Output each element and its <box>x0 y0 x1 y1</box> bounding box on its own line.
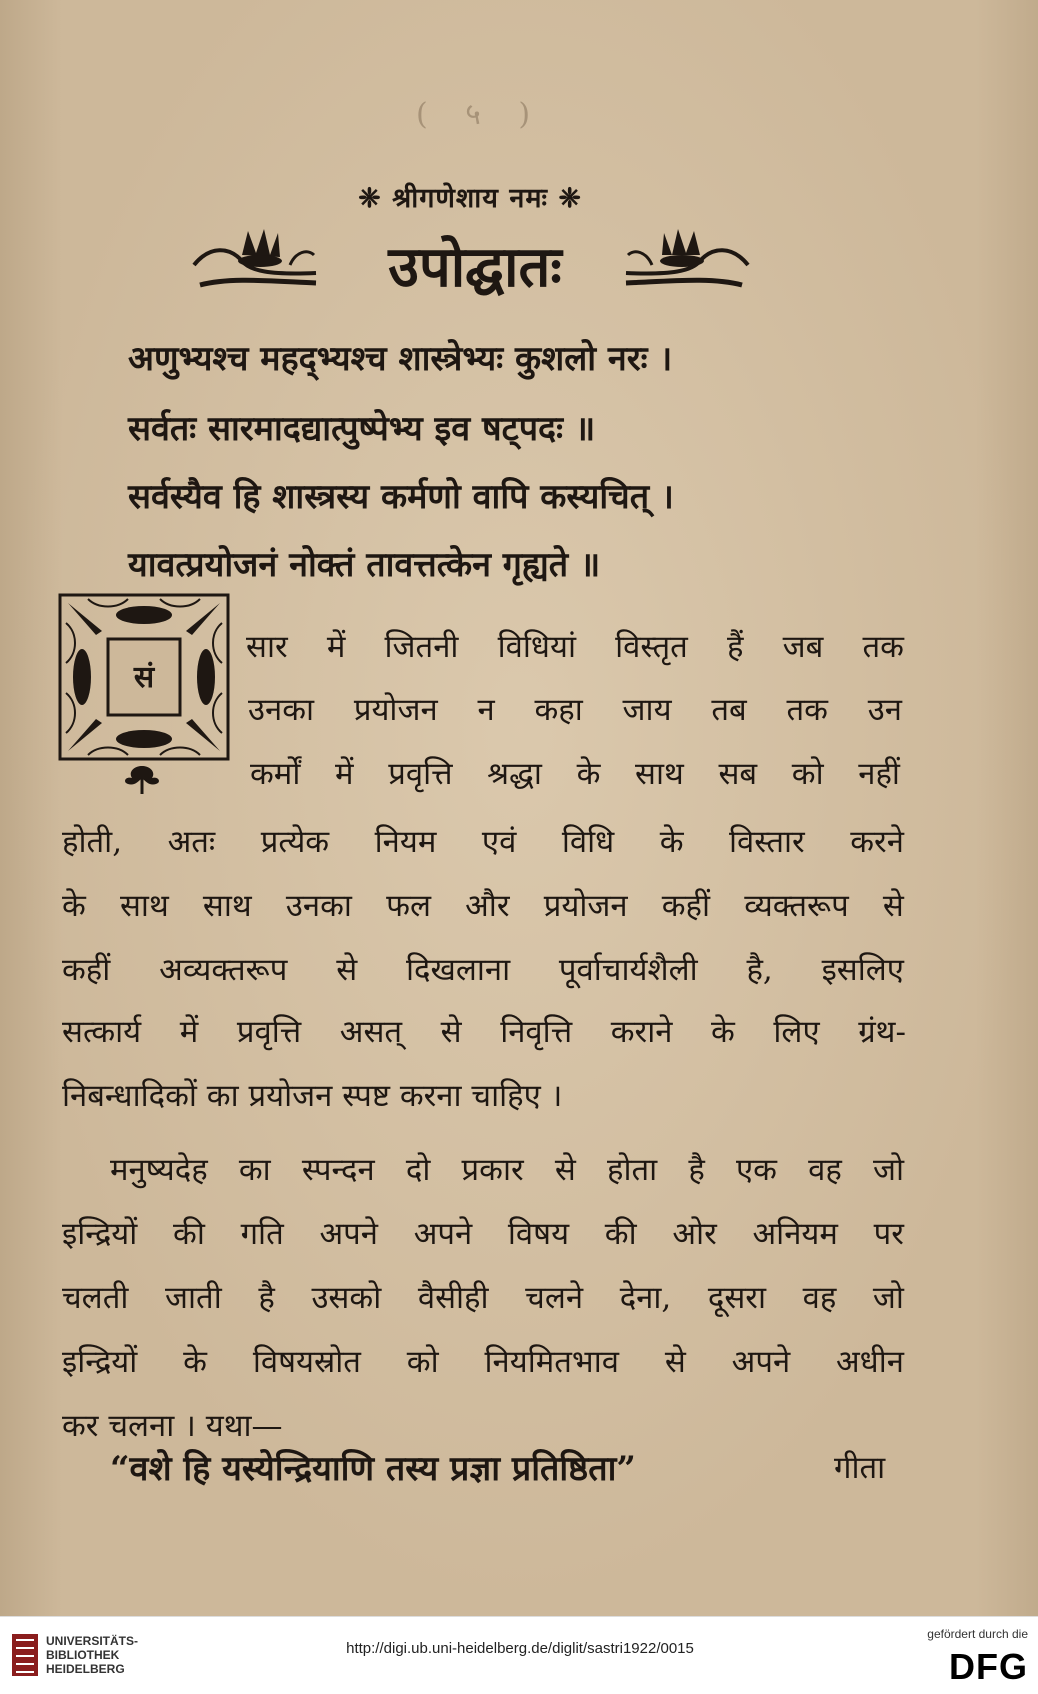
word: नियम <box>374 824 437 860</box>
library-name-line: HEIDELBERG <box>46 1662 125 1676</box>
word: साथ <box>202 888 252 924</box>
word: से <box>882 888 904 924</box>
word: के <box>62 888 86 924</box>
word: अपने <box>731 1344 791 1380</box>
word: चलने <box>525 1280 584 1316</box>
word: हैं <box>726 629 744 665</box>
paragraph-2-line-5: कर चलना । यथा— <box>62 1408 283 1444</box>
word: तक <box>862 629 904 665</box>
word: होती, <box>62 824 123 860</box>
word: चलती <box>62 1280 129 1316</box>
flourish-ornament-icon <box>120 762 164 798</box>
word: की <box>604 1216 637 1252</box>
word: है <box>688 1152 705 1188</box>
source-url-link[interactable]: http://digi.ub.uni-heidelberg.de/diglit/sastri1922/0015 <box>346 1640 694 1657</box>
word: में <box>179 1014 199 1050</box>
word: जितनी <box>384 629 459 665</box>
paragraph-1-line-2 <box>248 688 902 732</box>
word: प्रवृत्ति <box>388 756 453 792</box>
word: और <box>465 888 510 924</box>
word: से <box>554 1152 576 1188</box>
word: सब <box>718 756 758 792</box>
word: स्पन्दन <box>301 1152 375 1188</box>
word: से <box>664 1344 686 1380</box>
paragraph-1-line-3 <box>250 752 900 796</box>
word: उनका <box>248 692 315 728</box>
word: अपने <box>413 1216 473 1252</box>
word: अनियम <box>752 1216 838 1252</box>
library-seal-icon <box>10 1630 42 1680</box>
paragraph-2-line-1 <box>110 1148 904 1192</box>
word: इसलिए <box>821 952 904 988</box>
right-lotus-ornament-icon <box>622 225 752 297</box>
word: विस्तृत <box>615 629 688 665</box>
word: दिखलाना <box>405 952 511 988</box>
library-name <box>46 1634 138 1676</box>
word: से <box>336 952 358 988</box>
word: प्रयोजन <box>353 692 438 728</box>
word: जाती <box>165 1280 222 1316</box>
verse-line-3: सर्वस्यैव हि शास्त्रस्य कर्मणो वापि कस्यचित् । <box>128 477 674 517</box>
word: उन <box>867 692 902 728</box>
word: के <box>659 824 684 860</box>
word: के <box>711 1014 735 1050</box>
word: कर्मों <box>250 756 301 792</box>
word: श्रद्धा <box>487 756 542 792</box>
word: इन्द्रियों <box>62 1344 138 1380</box>
word: उसको <box>311 1280 382 1316</box>
word: दूसरा <box>707 1280 766 1316</box>
word: कहीं <box>62 952 111 988</box>
word: के <box>576 756 601 792</box>
paragraph-2-line-4 <box>62 1340 904 1384</box>
paragraph-1-line-5 <box>62 884 904 928</box>
word: निवृत्ति <box>500 1014 573 1050</box>
word: मनुष्यदेह <box>110 1152 208 1188</box>
verse-line-4: यावत्प्रयोजनं नोक्तं तावत्तत्केन गृह्यते ॥ <box>128 545 601 585</box>
word: ग्रंथ- <box>858 1014 906 1050</box>
word: से <box>440 1014 462 1050</box>
word: तक <box>786 692 828 728</box>
word: कहीं <box>661 888 711 924</box>
word: सार <box>246 629 288 665</box>
word: प्रत्येक <box>260 824 330 860</box>
word: प्रकार <box>461 1152 524 1188</box>
word: में <box>326 629 346 665</box>
word: होता <box>606 1152 658 1188</box>
library-name-line: BIBLIOTHEK <box>46 1648 120 1662</box>
word: वैसीही <box>417 1280 489 1316</box>
word: की <box>173 1216 205 1252</box>
word: फल <box>386 888 431 924</box>
word: जो <box>872 1280 904 1316</box>
word: इन्द्रियों <box>62 1216 138 1252</box>
word: अधीन <box>836 1344 904 1380</box>
word: विषय <box>507 1216 570 1252</box>
word: तब <box>711 692 747 728</box>
page-number: ( ५ ) <box>415 97 545 132</box>
word: एवं <box>481 824 517 860</box>
word: न <box>477 692 495 728</box>
word: विधियां <box>497 629 576 665</box>
word: विस्तार <box>729 824 805 860</box>
word: करने <box>850 824 904 860</box>
word: नियमितभाव <box>484 1344 619 1380</box>
quote-source: गीता <box>834 1450 886 1486</box>
word: जाय <box>622 692 672 728</box>
word: उनका <box>285 888 352 924</box>
word: वह <box>802 1280 837 1316</box>
word: लिए <box>773 1014 820 1050</box>
word: कहा <box>534 692 583 728</box>
funder-label: gefördert durch die <box>927 1627 1028 1641</box>
paragraph-2-line-2 <box>62 1212 904 1256</box>
page-title: उपोद्घातः <box>388 234 562 300</box>
paragraph-1-line-1 <box>246 625 904 669</box>
word: कराने <box>610 1014 673 1050</box>
gita-quote: “वशे हि यस्येन्द्रियाणि तस्य प्रज्ञा प्रतिष्ठिता” <box>110 1449 636 1489</box>
invocation-line: ❈ श्रीगणेशाय नमः ❈ <box>358 183 582 214</box>
word: असत् <box>339 1014 403 1050</box>
word: जब <box>782 629 824 665</box>
word: विषयस्रोत <box>252 1344 361 1380</box>
word: अपने <box>319 1216 378 1252</box>
word: एक <box>735 1152 777 1188</box>
word: प्रवृत्ति <box>236 1014 302 1050</box>
word: को <box>406 1344 439 1380</box>
word: विधि <box>561 824 615 860</box>
word: वह <box>808 1152 842 1188</box>
word: जो <box>872 1152 904 1188</box>
word: पर <box>873 1216 904 1252</box>
word: है, <box>746 952 773 988</box>
word: प्रयोजन <box>543 888 628 924</box>
paragraph-1-line-7 <box>62 1010 906 1054</box>
word: व्यक्तरूप <box>744 888 849 924</box>
verse-line-2: सर्वतः सारमादद्यात्पुष्पेभ्य इव षट्पदः ॥ <box>128 409 596 449</box>
word: को <box>791 756 824 792</box>
word: का <box>238 1152 271 1188</box>
word: ओर <box>672 1216 717 1252</box>
word: पूर्वाचार्यशैली <box>558 952 698 988</box>
dfg-logo: DFG <box>949 1646 1028 1687</box>
paragraph-2-line-3 <box>62 1276 904 1320</box>
word: है <box>258 1280 275 1316</box>
word: नहीं <box>858 756 900 792</box>
word: दो <box>405 1152 431 1188</box>
word: गति <box>240 1216 284 1252</box>
left-lotus-ornament-icon <box>190 225 320 297</box>
drop-cap-letter: सं <box>133 660 155 695</box>
word: में <box>335 756 354 792</box>
word: के <box>183 1344 207 1380</box>
word: अतः <box>167 824 216 860</box>
verse-line-1: अणुभ्यश्च महद्भ्यश्च शास्त्रेभ्यः कुशलो नरः । <box>128 339 673 379</box>
paragraph-1-line-8: निबन्धादिकों का प्रयोजन स्पष्ट करना चाहिए । <box>62 1078 563 1114</box>
paragraph-1-line-6 <box>62 948 904 992</box>
word: अव्यक्तरूप <box>159 952 288 988</box>
word: साथ <box>119 888 169 924</box>
word: सत्कार्य <box>62 1014 142 1050</box>
word: देना, <box>619 1280 672 1316</box>
word: साथ <box>635 756 684 792</box>
paragraph-1-line-4 <box>62 820 904 864</box>
library-name-line: UNIVERSITÄTS- <box>46 1634 139 1648</box>
